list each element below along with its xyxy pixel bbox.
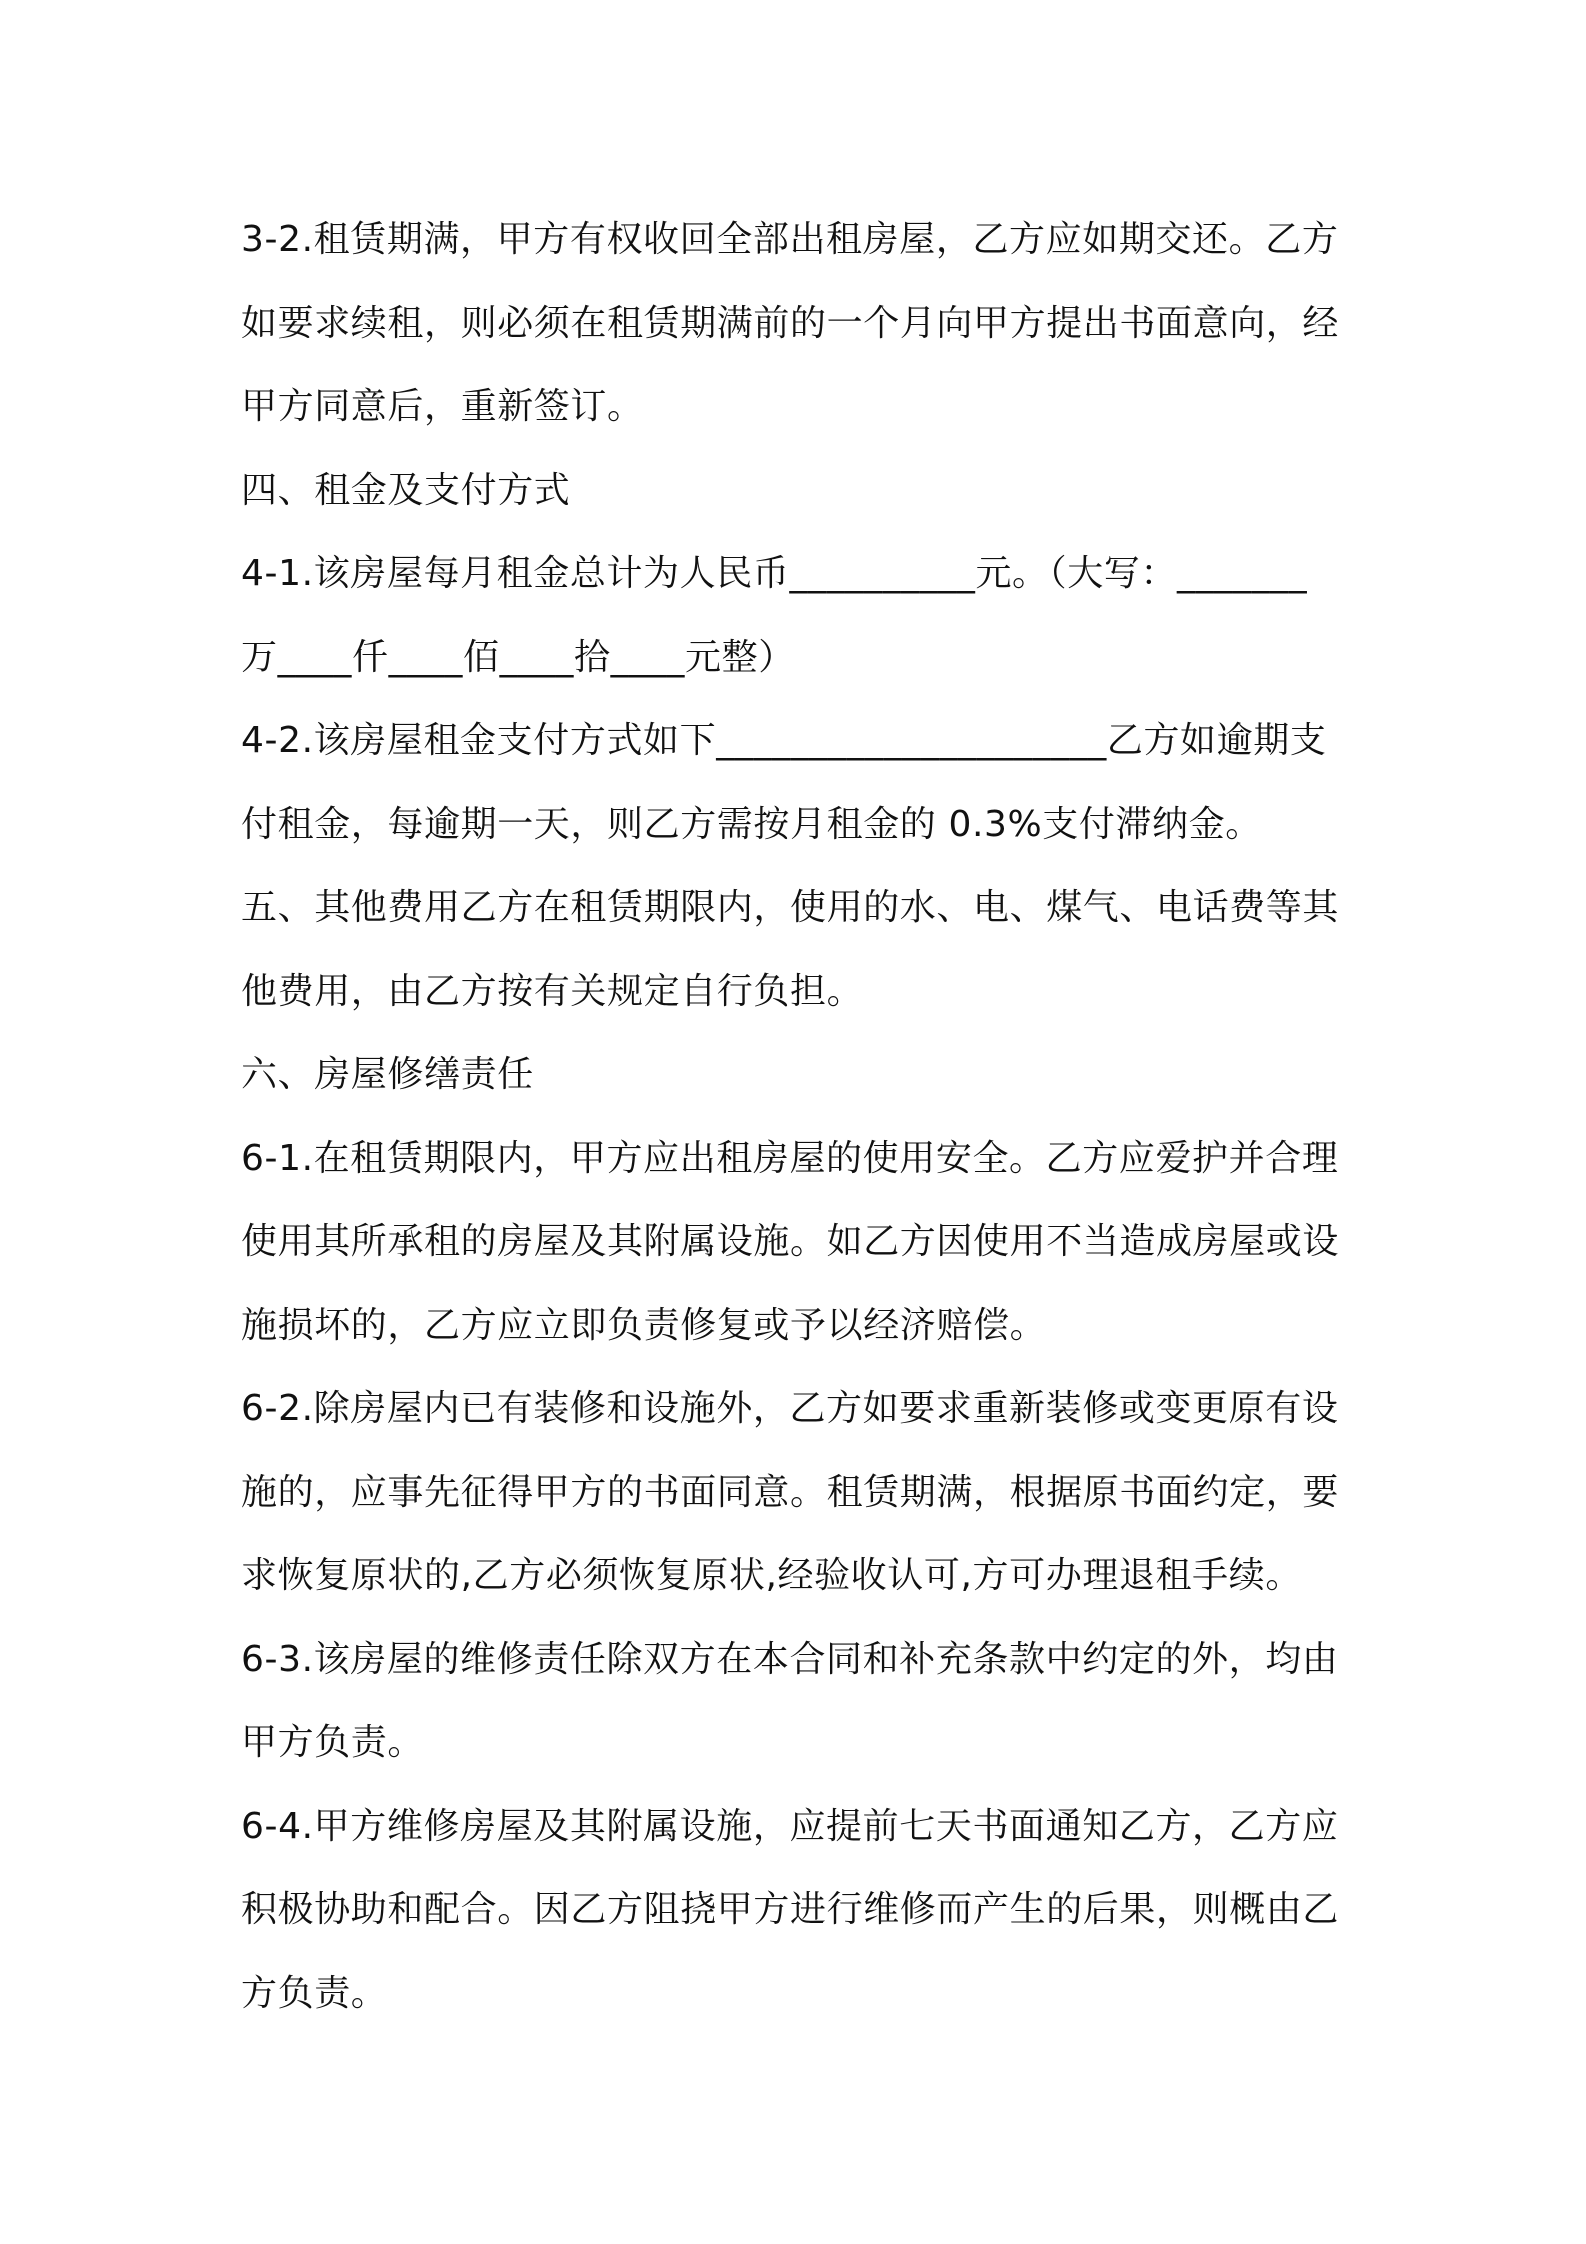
clause-6-1-line-1: 6-1.在租赁期限内，甲方应出租房屋的使用安全。乙方应爱护并合理 (241, 1137, 1339, 1179)
section-5-line-1: 五、其他费用乙方在租赁期限内，使用的水、电、煤气、电话费等其 (241, 887, 1340, 928)
clause-6-2-line-2: 施的，应事先征得甲方的书面同意。租赁期满，根据原书面约定，要 (241, 1471, 1340, 1513)
clause-6-2-line-1: 6-2.除房屋内已有装修和设施外，乙方如要求重新装修或变更原有设 (241, 1388, 1339, 1429)
clause-6-3-line-2: 甲方负责。 (241, 1722, 425, 1763)
section-6-heading: 六、房屋修缮责任 (241, 1054, 534, 1095)
clause-3-2-line-2: 如要求续租，则必须在租赁期满前的一个月向甲方提出书面意向，经 (241, 302, 1340, 344)
clause-6-2-line-3: 求恢复原状的,乙方必须恢复原状,经验收认可,方可办理退租手续。 (241, 1555, 1302, 1596)
clause-6-1-line-3: 施损坏的，乙方应立即负责修复或予以经济赔偿。 (241, 1304, 1047, 1346)
section-4-heading: 四、租金及支付方式 (241, 469, 571, 511)
clause-4-2-line-2: 付租金，每逾期一天，则乙方需按月租金的 0.3%支付滞纳金。 (241, 803, 1262, 845)
clause-6-3-line-1: 6-3.该房屋的维修责任除双方在本合同和补充条款中约定的外，均由 (241, 1638, 1339, 1680)
document-body (241, 198, 1361, 2035)
clause-6-4-line-3: 方负责。 (241, 1972, 388, 2014)
section-5-line-2: 他费用，由乙方按有关规定自行负担。 (241, 970, 864, 1012)
clause-6-1-line-2: 使用其所承租的房屋及其附属设施。如乙方因使用不当造成房屋或设 (241, 1221, 1340, 1262)
clause-4-1-line-1: 4-1.该房屋每月租金总计为人民币__________元。（大写：_______ (241, 553, 1308, 594)
clause-3-2-line-3: 甲方同意后，重新签订。 (241, 386, 644, 427)
clause-4-1-line-2: 万____仟____佰____拾____元整） (241, 636, 795, 678)
clause-6-4-line-2: 积极协助和配合。因乙方阻挠甲方进行维修而产生的后果，则概由乙 (241, 1889, 1340, 1930)
clause-4-2-line-1: 4-2.该房屋租金支付方式如下_____________________乙方如逾期支 (241, 720, 1327, 761)
clause-3-2-line-1: 3-2.租赁期满，甲方有权收回全部出租房屋，乙方应如期交还。乙方 (241, 219, 1339, 260)
clause-6-4-line-1: 6-4.甲方维修房屋及其附属设施，应提前七天书面通知乙方，乙方应 (241, 1805, 1339, 1847)
